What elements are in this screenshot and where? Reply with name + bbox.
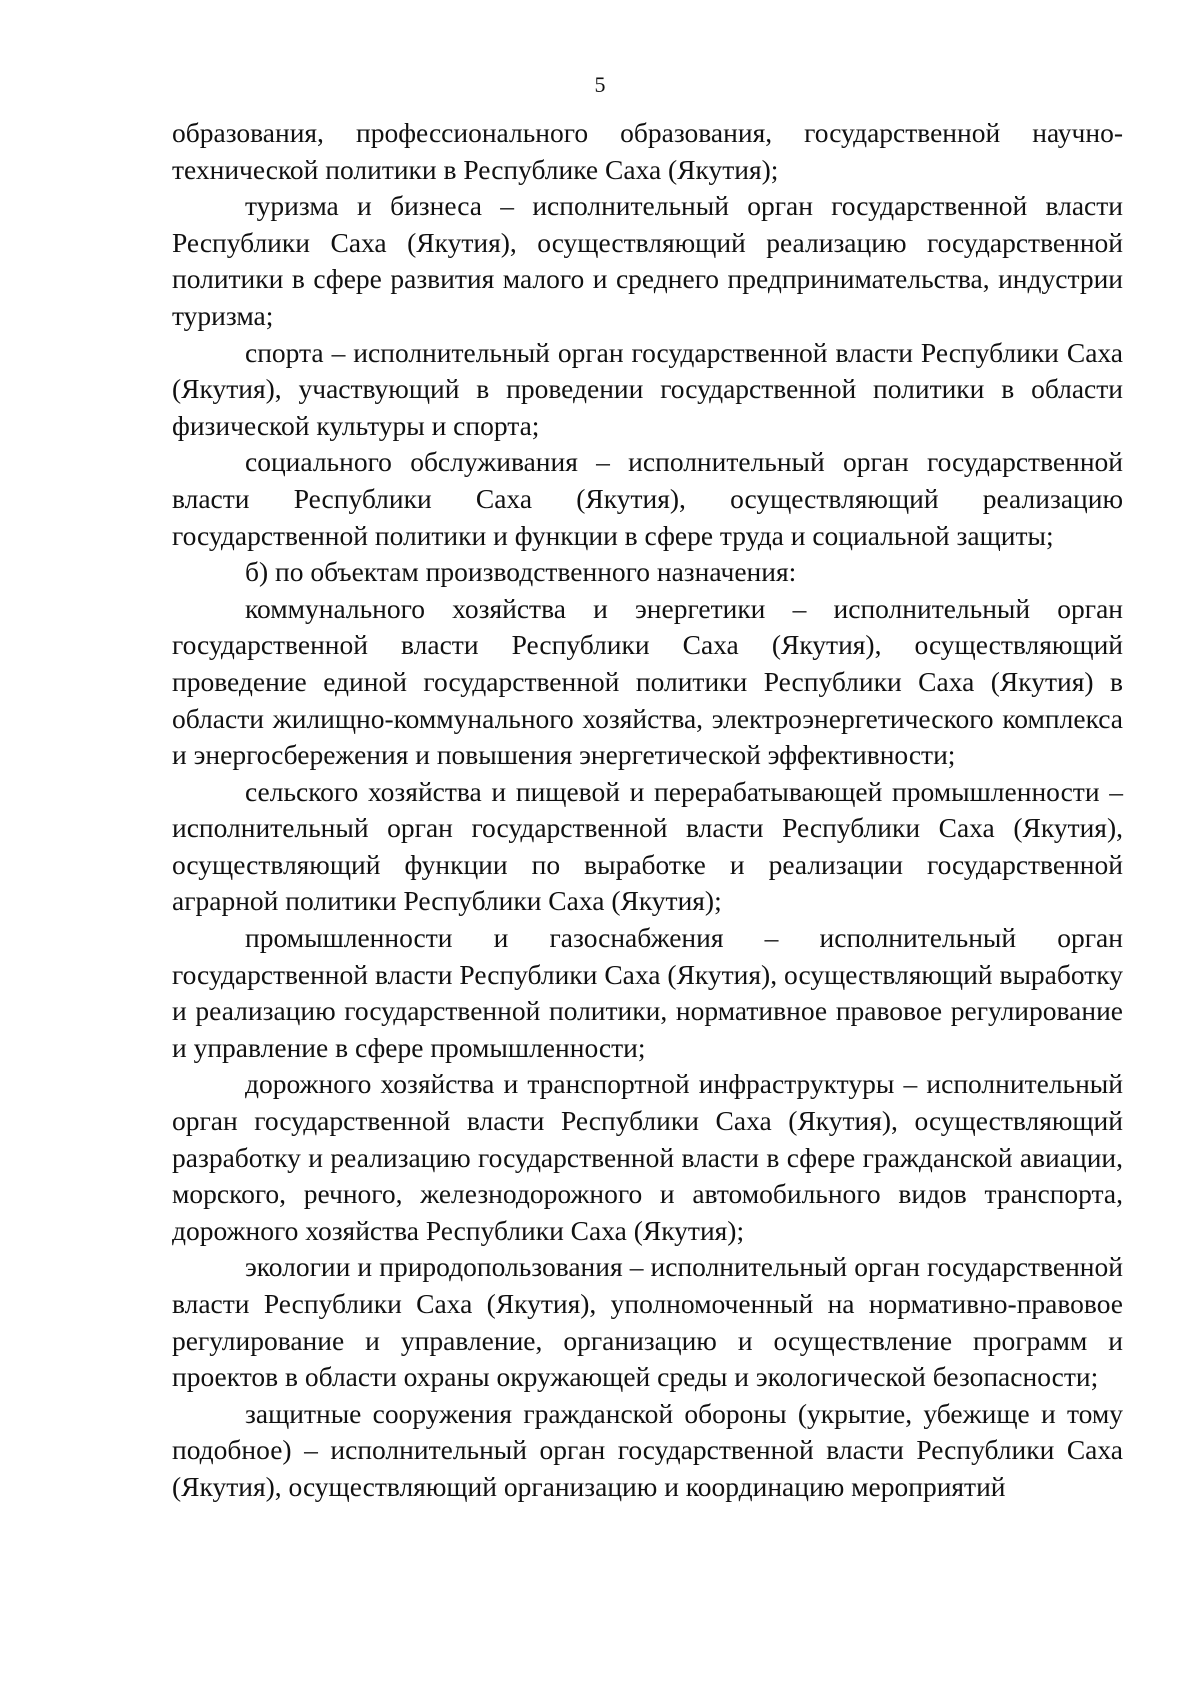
paragraph-social-services: социального обслуживания – исполнительный орган государственной власти Республики Саха (Якутия), осуществляющий реализацию государственной политики и функции в сфере труда и социальной защиты; (172, 446, 1123, 551)
paragraph-utilities-energy: коммунального хозяйства и энергетики – исполнительный орган государственной власти Республики Саха (Якутия), осуществляющий проведение единой государственной политики Республики Саха (Якутия) в области жилищно-коммунального хозяйства, электроэнергетического комплекса и энергосбережения и повышения энергетической эффективности; (172, 592, 1123, 771)
paragraph-education-continued: образования, профессионального образования, государственной научно-технической политики в Республике Саха (Якутия); (172, 117, 1123, 185)
paragraph-ecology: экологии и природопользования – исполнительный орган государственной власти Республики Саха (Якутия), уполномоченный на нормативно-правовое регулирование и управление, организацию и осуществление программ и проектов в области охраны окружающей среды и экологической безопасности; (172, 1251, 1123, 1393)
paragraph-sport: спорта – исполнительный орган государственной власти Республики Саха (Якутия), участвующий в проведении государственной политики в области физической культуры и спорта; (172, 336, 1123, 441)
paragraph-roads-transport: дорожного хозяйства и транспортной инфраструктуры – исполнительный орган государственной власти Республики Саха (Якутия), осуществляющий разработку и реализацию государственной власти в сфере гражданской авиации, морского, речного, железнодорожного и автомобильного видов транспорта, дорожного хозяйства Республики Саха (Якутия); (172, 1068, 1123, 1246)
paragraph-tourism-business: туризма и бизнеса – исполнительный орган государственной власти Республики Саха (Якутия), осуществляющий реализацию государственной политики в сфере развития малого и среднего предпринимательства, индустрии туризма; (172, 190, 1123, 331)
paragraph-industrial-objects-heading: б) по объектам производственного назначения: (245, 556, 797, 588)
paragraph-agriculture: сельского хозяйства и пищевой и перерабатывающей промышленности – исполнительный орган государственной власти Республики Саха (Якутия), осуществляющий функции по выработке и реализации государственной аграрной политики Республики Саха (Якутия); (172, 775, 1123, 917)
paragraph-industry-gas: промышленности и газоснабжения – исполнительный орган государственной власти Республики Саха (Якутия), осуществляющий выработку и реализацию государственной политики, нормативное правовое регулирование и управление в сфере промышленности; (172, 922, 1123, 1063)
paragraph-civil-defense-shelters: защитные сооружения гражданской обороны (укрытие, убежище и тому подобное) – исполнительный орган государственной власти Республики Саха (Якутия), осуществляющий организацию и координацию мероприятий (172, 1397, 1123, 1502)
page-number: 5 (594, 72, 606, 97)
document-body (172, 115, 1123, 1506)
